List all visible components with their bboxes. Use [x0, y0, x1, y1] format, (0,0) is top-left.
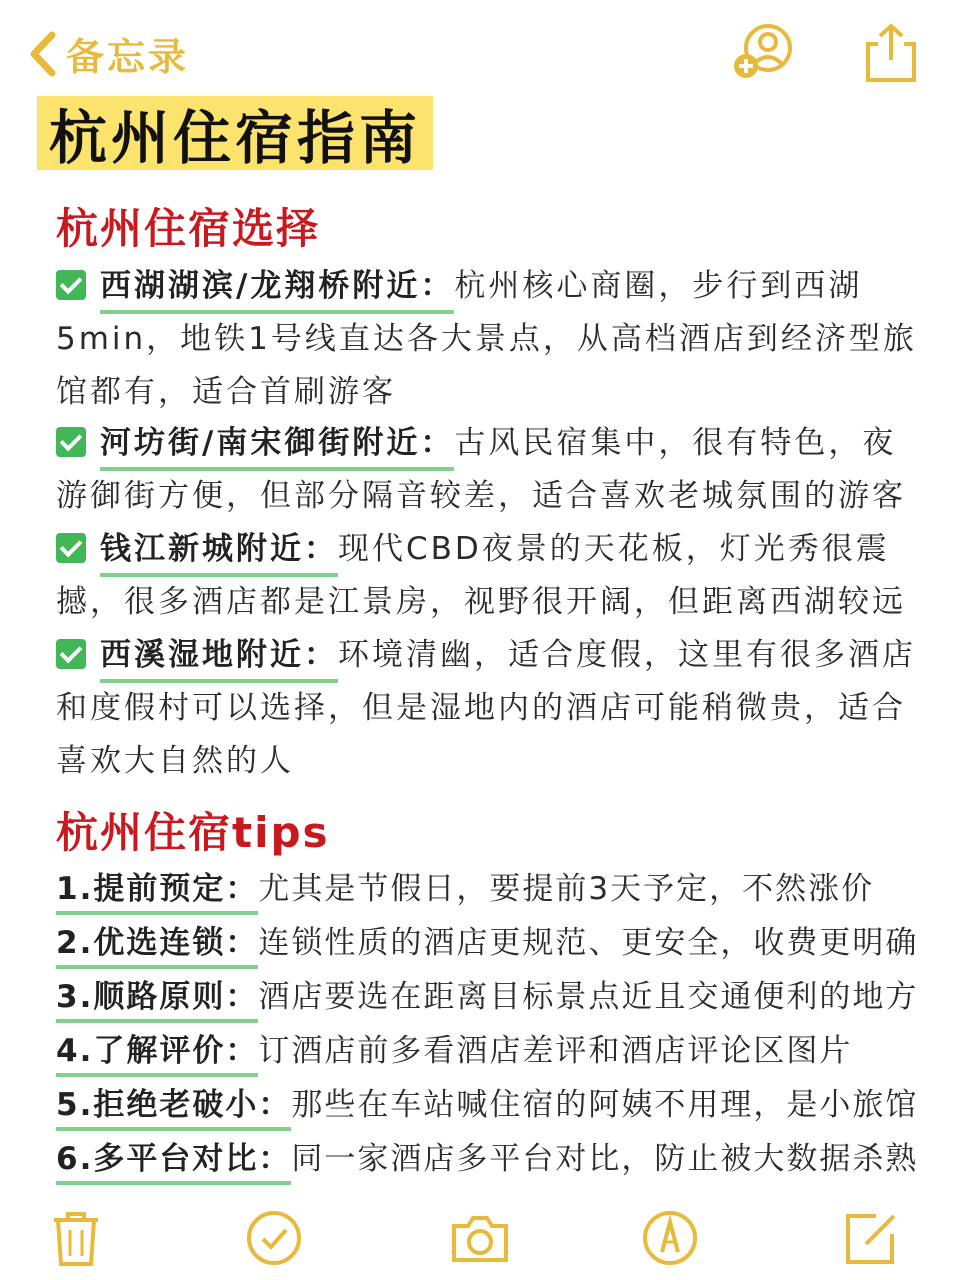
tip-item: [56, 1080, 936, 1134]
markup-button[interactable]: [640, 1208, 700, 1268]
delete-button[interactable]: [46, 1208, 106, 1268]
tip-lead: 2.优选连锁：: [56, 925, 258, 969]
tip-text: 那些在车站喊住宿的阿姨不用理，是小旅馆: [291, 1087, 919, 1123]
item-text: 环境清幽，适合度假，这里有很多酒店和度假村可以选择，但是湿地内的酒店可能稍微贵，适合喜欢大自然的人: [56, 637, 916, 779]
tip-item: [56, 918, 936, 972]
camera-button[interactable]: [450, 1208, 510, 1268]
tip-lead: 1.提前预定：: [56, 871, 258, 915]
tip-item: [56, 1026, 936, 1080]
checkmark-icon: [56, 270, 86, 300]
top-nav-bar: [0, 0, 958, 96]
item-text: 杭州核心商圈，步行到西湖5min，地铁1号线直达各大景点，从高档酒店到经济型旅馆都有，适合首刷游客: [56, 268, 917, 410]
tip-text: 连锁性质的酒店更规范、更安全，收费更明确: [258, 925, 919, 961]
share-button[interactable]: [856, 22, 926, 84]
share-icon: [856, 22, 926, 84]
tip-lead: 3.顺路原则：: [56, 979, 258, 1023]
section-heading-choices: 杭州住宿选择: [56, 204, 321, 253]
chevron-left-icon: [26, 29, 60, 79]
item-lead: 西溪湿地附近：: [100, 637, 338, 683]
bottom-toolbar: [0, 1198, 958, 1280]
add-person-icon: [728, 22, 798, 84]
list-item: [56, 523, 928, 629]
delete-icon: [46, 1208, 106, 1268]
compose-icon: [842, 1208, 902, 1268]
list-item: [56, 260, 928, 419]
back-button[interactable]: [26, 26, 189, 81]
list-item: [56, 629, 928, 788]
collaborate-button[interactable]: [728, 22, 798, 84]
list-item: [56, 417, 928, 523]
item-lead: 西湖湖滨/龙翔桥附近：: [100, 268, 454, 314]
camera-icon: [450, 1208, 510, 1268]
tip-lead: 6.多平台对比：: [56, 1141, 291, 1185]
tip-lead: 4.了解评价：: [56, 1033, 258, 1077]
tips-list: [56, 864, 936, 1188]
item-lead: 河坊街/南宋御街附近：: [100, 425, 454, 471]
checkmark-icon: [56, 639, 86, 669]
item-text: 古风民宿集中，很有特色，夜游御街方便，但部分隔音较差，适合喜欢老城氛围的游客: [56, 425, 906, 514]
item-lead: 钱江新城附近：: [100, 531, 338, 577]
tip-text: 同一家酒店多平台对比，防止被大数据杀熟: [291, 1141, 919, 1177]
tip-text: 订酒店前多看酒店差评和酒店评论区图片: [258, 1033, 853, 1069]
tip-text: 酒店要选在距离目标景点近且交通便利的地方: [258, 979, 919, 1015]
tip-item: [56, 972, 936, 1026]
tip-item: [56, 864, 936, 918]
checkmark-icon: [56, 533, 86, 563]
markup-icon: [640, 1208, 700, 1268]
back-label: 备忘录: [66, 35, 190, 79]
checklist-button[interactable]: [244, 1208, 304, 1268]
section-heading-tips: 杭州住宿tips: [56, 808, 330, 857]
tip-text: 尤其是节假日，要提前3天予定，不然涨价: [258, 871, 875, 907]
tip-lead: 5.拒绝老破小：: [56, 1087, 291, 1131]
note-title: 杭州住宿指南: [49, 104, 422, 172]
checkmark-icon: [56, 427, 86, 457]
compose-button[interactable]: [842, 1208, 902, 1268]
tip-item: [56, 1134, 936, 1188]
title-highlight: [37, 96, 433, 170]
checklist-icon: [244, 1208, 304, 1268]
item-text: 现代CBD夜景的天花板，灯光秀很震撼，很多酒店都是江景房，视野很开阔，但距离西湖较远: [56, 531, 906, 620]
